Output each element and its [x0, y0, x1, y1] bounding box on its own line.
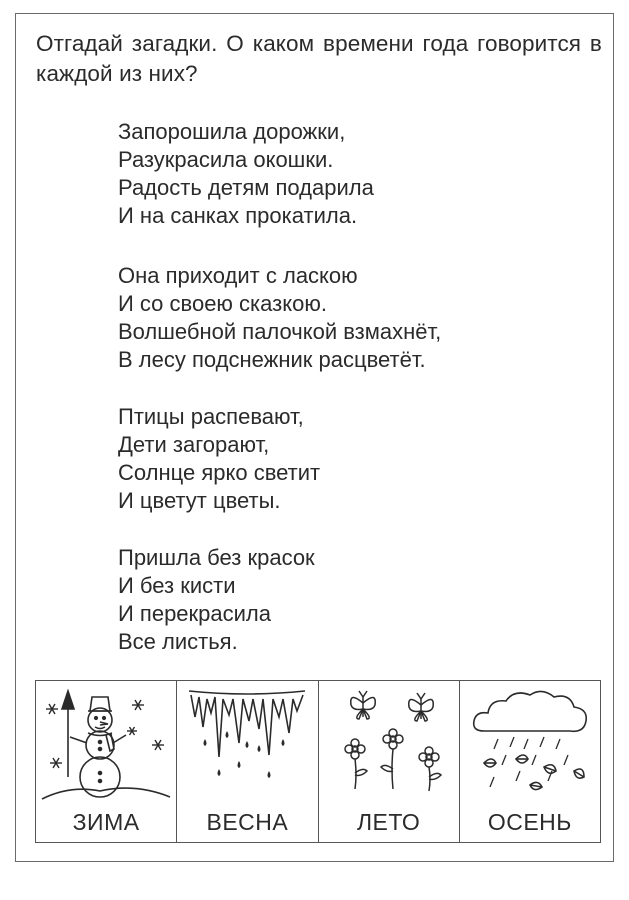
riddle-line: Радость детям подарила — [118, 175, 374, 200]
riddle-line: Волшебной палочкой взмахнёт, — [118, 319, 442, 344]
riddle-autumn — [118, 544, 558, 656]
riddle-line: Пришла без красок — [118, 545, 315, 570]
riddle-line: И на санках прокатила. — [118, 203, 358, 228]
season-label-winter: ЗИМА — [72, 809, 140, 835]
riddle-line: И перекрасила — [118, 601, 272, 626]
season-card-winter[interactable] — [36, 681, 177, 842]
season-cards — [35, 680, 601, 843]
riddle-line: Дети загорают, — [118, 432, 270, 457]
season-card-spring[interactable] — [177, 681, 318, 842]
riddle-line: И без кисти — [118, 573, 236, 598]
riddle-line: И со своею сказкою. — [118, 291, 327, 316]
riddle-line: И цветут цветы. — [118, 488, 281, 513]
riddle-line: В лесу подснежник расцветёт. — [118, 347, 426, 372]
season-label-summer: ЛЕТО — [356, 809, 421, 835]
season-card-autumn[interactable] — [460, 681, 600, 842]
riddle-line: Она приходит с ласкою — [118, 263, 358, 288]
icicles-icon — [181, 687, 313, 803]
flowers-butterflies-icon — [323, 687, 455, 803]
rain-cloud-leaves-icon — [464, 687, 596, 803]
riddle-summer — [118, 403, 558, 515]
riddle-line: Разукрасила окошки. — [118, 147, 334, 172]
riddle-line: Птицы распевают, — [118, 404, 304, 429]
riddle-winter — [118, 118, 558, 230]
riddle-line: Солнце ярко светит — [118, 460, 321, 485]
riddle-line: Все листья. — [118, 629, 238, 654]
season-label-autumn: ОСЕНЬ — [487, 809, 572, 835]
season-card-summer[interactable] — [319, 681, 460, 842]
season-label-spring: ВЕСНА — [206, 809, 289, 835]
snowman-icon — [40, 687, 172, 803]
riddle-spring — [118, 262, 558, 374]
riddle-line: Запорошила дорожки, — [118, 119, 346, 144]
task-instruction: Отгадай загадки. О каком времени года говорится в каждой из них? — [36, 31, 602, 86]
